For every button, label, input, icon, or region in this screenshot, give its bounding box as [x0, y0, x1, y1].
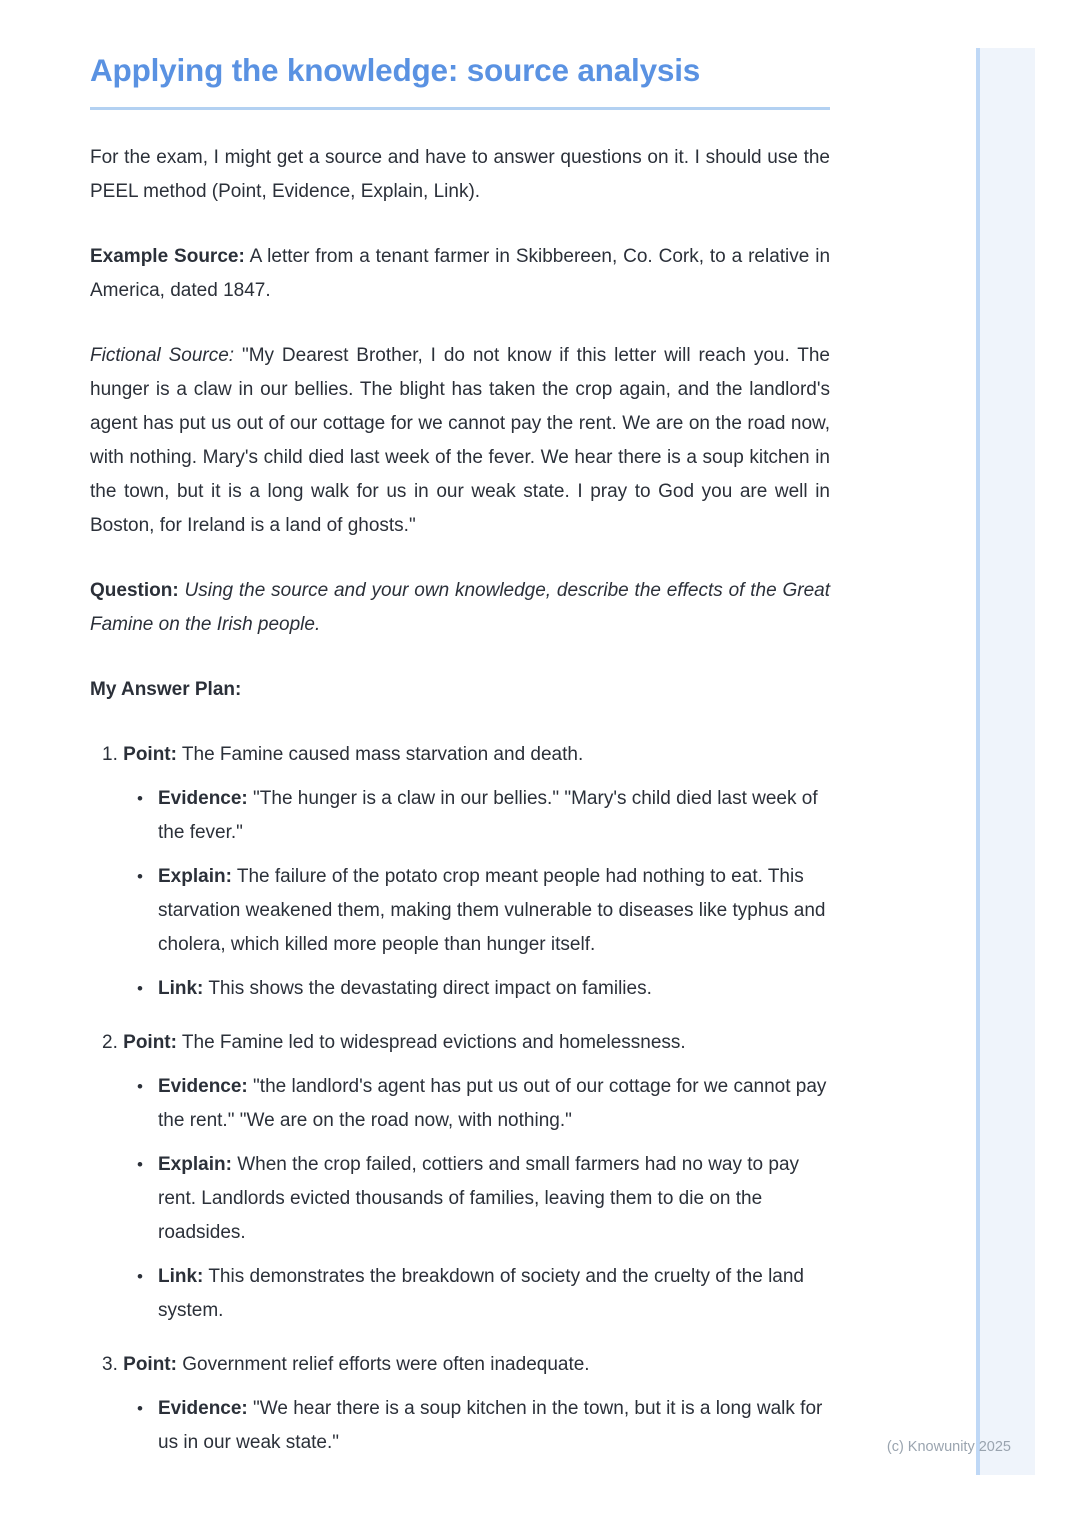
bullet-content: [158, 972, 830, 1006]
plan-item-1: [102, 738, 830, 1006]
bullet-body: This demonstrates the breakdown of society and the cruelty of the land system.: [158, 1266, 804, 1321]
question-paragraph: [90, 574, 830, 642]
plan-bullets: [137, 1070, 830, 1328]
bullet-icon: •: [137, 789, 143, 808]
bullet-content: [158, 1392, 830, 1460]
bullet-content: [158, 1070, 830, 1138]
bullet-explain: [137, 860, 830, 962]
bullet-label: Evidence:: [158, 1398, 248, 1419]
point-text: Government relief efforts were often inadequate.: [182, 1354, 590, 1375]
bullet-evidence: [137, 1392, 830, 1460]
bullet-label: Explain:: [158, 1154, 232, 1175]
point-text: The Famine caused mass starvation and death.: [181, 744, 584, 765]
point-label: Point:: [123, 1354, 177, 1375]
bullet-body: "the landlord's agent has put us out of our cottage for we cannot pay the rent." "We are on the road now, with nothing.": [158, 1076, 827, 1131]
plan-item-3: [102, 1348, 830, 1460]
point-label: Point:: [123, 744, 177, 765]
copyright-watermark: (c) Knowunity 2025: [886, 1439, 1011, 1455]
bullet-icon: •: [137, 867, 143, 886]
plan-point: [102, 1348, 830, 1382]
bullet-icon: •: [137, 1155, 143, 1174]
plan-number: 1.: [102, 744, 118, 765]
bullet-label: Link:: [158, 1266, 204, 1287]
bullet-label: Evidence:: [158, 1076, 248, 1097]
bullet-evidence: [137, 782, 830, 850]
plan-point: [102, 738, 830, 772]
bullet-body: When the crop failed, cottiers and small farmers had no way to pay rent. Landlords evicted thousands of families, leaving them to die on the roadsides.: [158, 1154, 800, 1243]
intro-paragraph: [90, 141, 830, 209]
bullet-icon: •: [137, 1399, 143, 1418]
plan-number: 2.: [102, 1032, 118, 1053]
bullet-body: The failure of the potato crop meant people had nothing to eat. This starvation weakened them, making them vulnerable to diseases like typhus and cholera, which killed more people than hunger itself.: [158, 866, 826, 955]
bullet-icon: •: [137, 1267, 143, 1286]
plan-bullets: [137, 782, 830, 1006]
point-text: The Famine led to widespread evictions and homelessness.: [181, 1032, 686, 1053]
plan-point: [102, 1026, 830, 1060]
bullet-body: This shows the devastating direct impact on families.: [208, 978, 652, 999]
bullet-explain: [137, 1148, 830, 1250]
bullet-content: [158, 1260, 830, 1328]
bullet-body: "The hunger is a claw in our bellies." "Mary's child died last week of the fever.": [158, 788, 818, 843]
bullet-label: Link:: [158, 978, 204, 999]
fictional-source-text: "My Dearest Brother, I do not know if this letter will reach you. The hunger is a claw in our bellies. The blight has taken the crop again, and the landlord's agent has put us out of our cottage for we cannot pay the rent. We are on the road now, with nothing. Mary's child died last week of the fever. We hear there is a soup kitchen in the town, but it is a long walk for us in our weak state. I pray to God you are well in Boston, for Ireland is a land of ghosts.": [90, 345, 830, 536]
intro-text: For the exam, I might get a source and have to answer questions on it. I should use the PEEL method (Point, Evidence, Explain, Link).: [90, 147, 830, 202]
bullet-content: [158, 860, 830, 962]
fictional-source-label: Fictional Source:: [90, 345, 235, 366]
answer-plan-heading: My Answer Plan:: [90, 679, 242, 700]
bullet-label: Explain:: [158, 866, 232, 887]
bullet-icon: •: [137, 979, 143, 998]
bullet-evidence: [137, 1070, 830, 1138]
example-source-label: Example Source:: [90, 246, 245, 267]
note-content: [90, 50, 830, 1460]
bullet-content: [158, 782, 830, 850]
point-label: Point:: [123, 1032, 177, 1053]
plan-number: 3.: [102, 1354, 118, 1375]
bullet-content: [158, 1148, 830, 1250]
question-label: Question:: [90, 580, 179, 601]
page-title: Applying the knowledge: source analysis: [90, 50, 830, 110]
bullet-link: [137, 972, 830, 1006]
bullet-icon: •: [137, 1077, 143, 1096]
plan-bullets: [137, 1392, 830, 1460]
bullet-link: [137, 1260, 830, 1328]
example-source-text: A letter from a tenant farmer in Skibbereen, Co. Cork, to a relative in America, dated 1847.: [90, 246, 831, 301]
bullet-body: "We hear there is a soup kitchen in the town, but it is a long walk for us in our weak state.": [158, 1398, 823, 1453]
plan-item-2: [102, 1026, 830, 1328]
bullet-label: Evidence:: [158, 788, 248, 809]
answer-plan-list: [90, 738, 830, 1460]
example-source-paragraph: [90, 240, 830, 308]
fictional-source-paragraph: [90, 339, 830, 543]
question-text: Using the source and your own knowledge, describe the effects of the Great Famine on the Irish people.: [90, 580, 830, 635]
page-edge-strip: [976, 48, 1035, 1475]
